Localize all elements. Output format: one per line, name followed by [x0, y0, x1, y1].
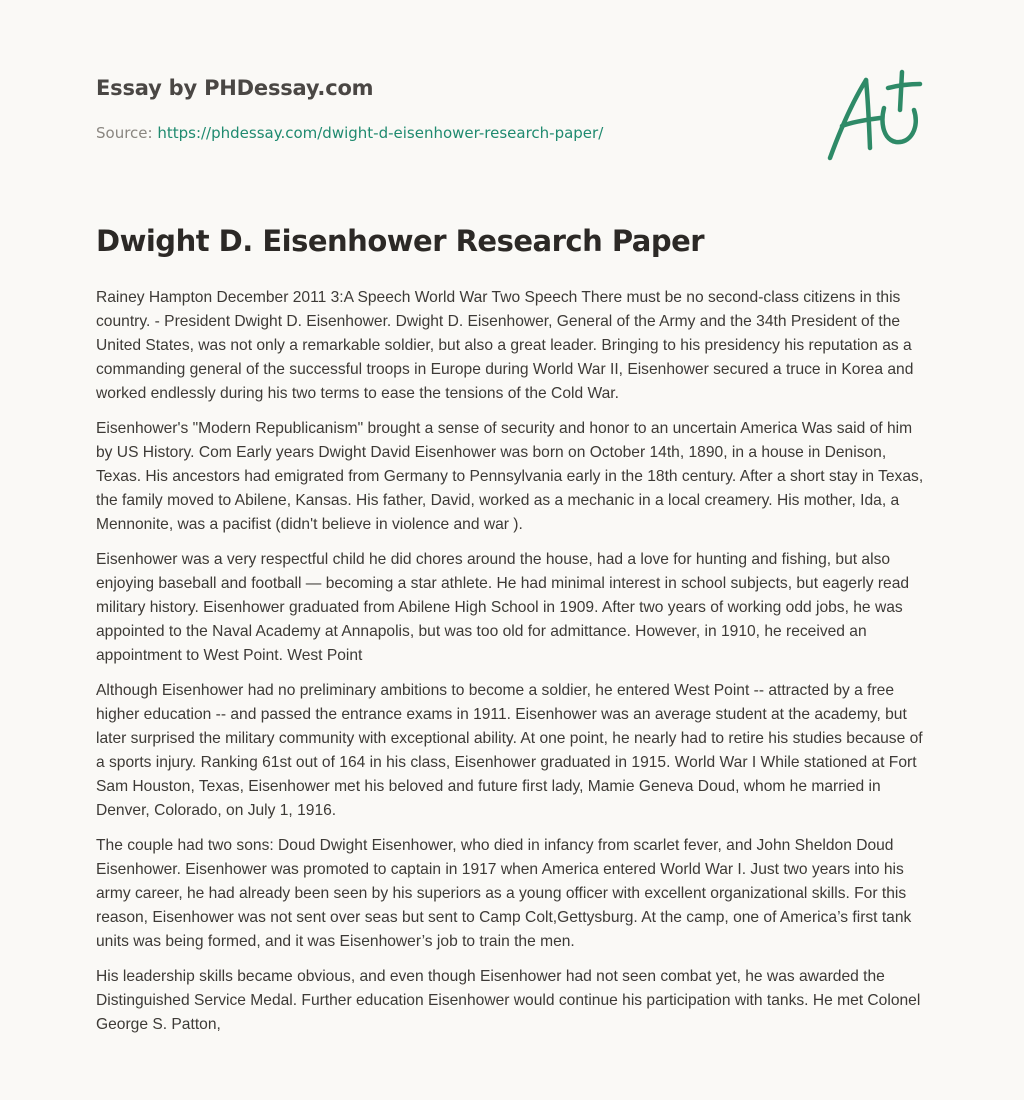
page-header: [96, 0, 928, 200]
essay-body: [96, 286, 932, 1048]
source-link[interactable]: https://phdessay.com/dwight-d-eisenhower-research-paper/: [157, 124, 604, 142]
essay-paragraph: Although Eisenhower had no preliminary ambitions to become a soldier, he entered West Point -- attracted by a free higher education -- and passed the entrance exams in 1911. Eisenhower was an average student at the academy, but later surprised the military community with exceptional ability. At one point, he nearly had to retire his studies because of a sports injury. Ranking 61st out of 164 in his class, Eisenhower graduated in 1915. World War I While stationed at Fort Sam Houston, Texas, Eisenhower met his beloved and future first lady, Mamie Geneva Doud, whom he married in Denver, Colorado, on July 1, 1916.: [96, 682, 923, 819]
essay-paragraph: The couple had two sons: Doud Dwight Eisenhower, who died in infancy from scarlet fever, and John Sheldon Doud Eisenhower. Eisenhower was promoted to captain in 1917 when America entered World War I. Just two years into his army career, he had already been seen by his superiors as a young officer with excellent organizational skills. For this reason, Eisenhower was not sent over seas but sent to Camp Colt,Gettysburg. At the camp, one of America’s first tank units was being formed, and it was Eisenhower’s job to train the men.: [96, 837, 912, 950]
source-label: Source:: [96, 124, 158, 142]
essay-paragraph: His leadership skills became obvious, and even though Eisenhower had not seen combat yet, he was awarded the Distinguished Service Medal. Further education Eisenhower would continue his participation with tanks. He met Colonel George S. Patton,: [96, 968, 921, 1033]
source-line: [96, 124, 603, 142]
essay-paragraph: Eisenhower was a very respectful child he did chores around the house, had a love for hunting and fishing, but also enjoying baseball and football — becoming a star athlete. He had minimal interest in school subjects, but eagerly read military history. Eisenhower graduated from Abilene High School in 1909. After two years of working odd jobs, he was appointed to the Naval Academy at Annapolis, but was too old for admittance. However, in 1910, he received an appointment to West Point. West Point: [96, 551, 910, 664]
essay-paragraph: Eisenhower's "Modern Republicanism" brought a sense of security and honor to an uncertain America Was said of him by US History. Com Early years Dwight David Eisenhower was born on October 14th, 1890, in a house in Denison, Texas. His ancestors had emigrated from Germany to Pennsylvania early in the 18th century. After a short stay in Texas, the family moved to Abilene, Kansas. His father, David, worked as a mechanic in a local creamery. His mother, Ida, a Mennonite, was a pacifist (didn't believe in violence and war ).: [96, 420, 924, 533]
page-title: Dwight D. Eisenhower Research Paper: [96, 224, 705, 258]
site-brand: Essay by PHDessay.com: [96, 76, 374, 100]
a-plus-logo-icon: [822, 66, 926, 166]
essay-paragraph: Rainey Hampton December 2011 3:A Speech World War Two Speech There must be no second-class citizens in this country. - President Dwight D. Eisenhower. Dwight D. Eisenhower, General of the Army and the 34th President of the United States, was not only a remarkable soldier, but also a great leader. Bringing to his presidency his reputation as a commanding general of the successful troops in Europe during World War II, Eisenhower secured a truce in Korea and worked endlessly during his two terms to ease the tensions of the Cold War.: [96, 289, 914, 402]
